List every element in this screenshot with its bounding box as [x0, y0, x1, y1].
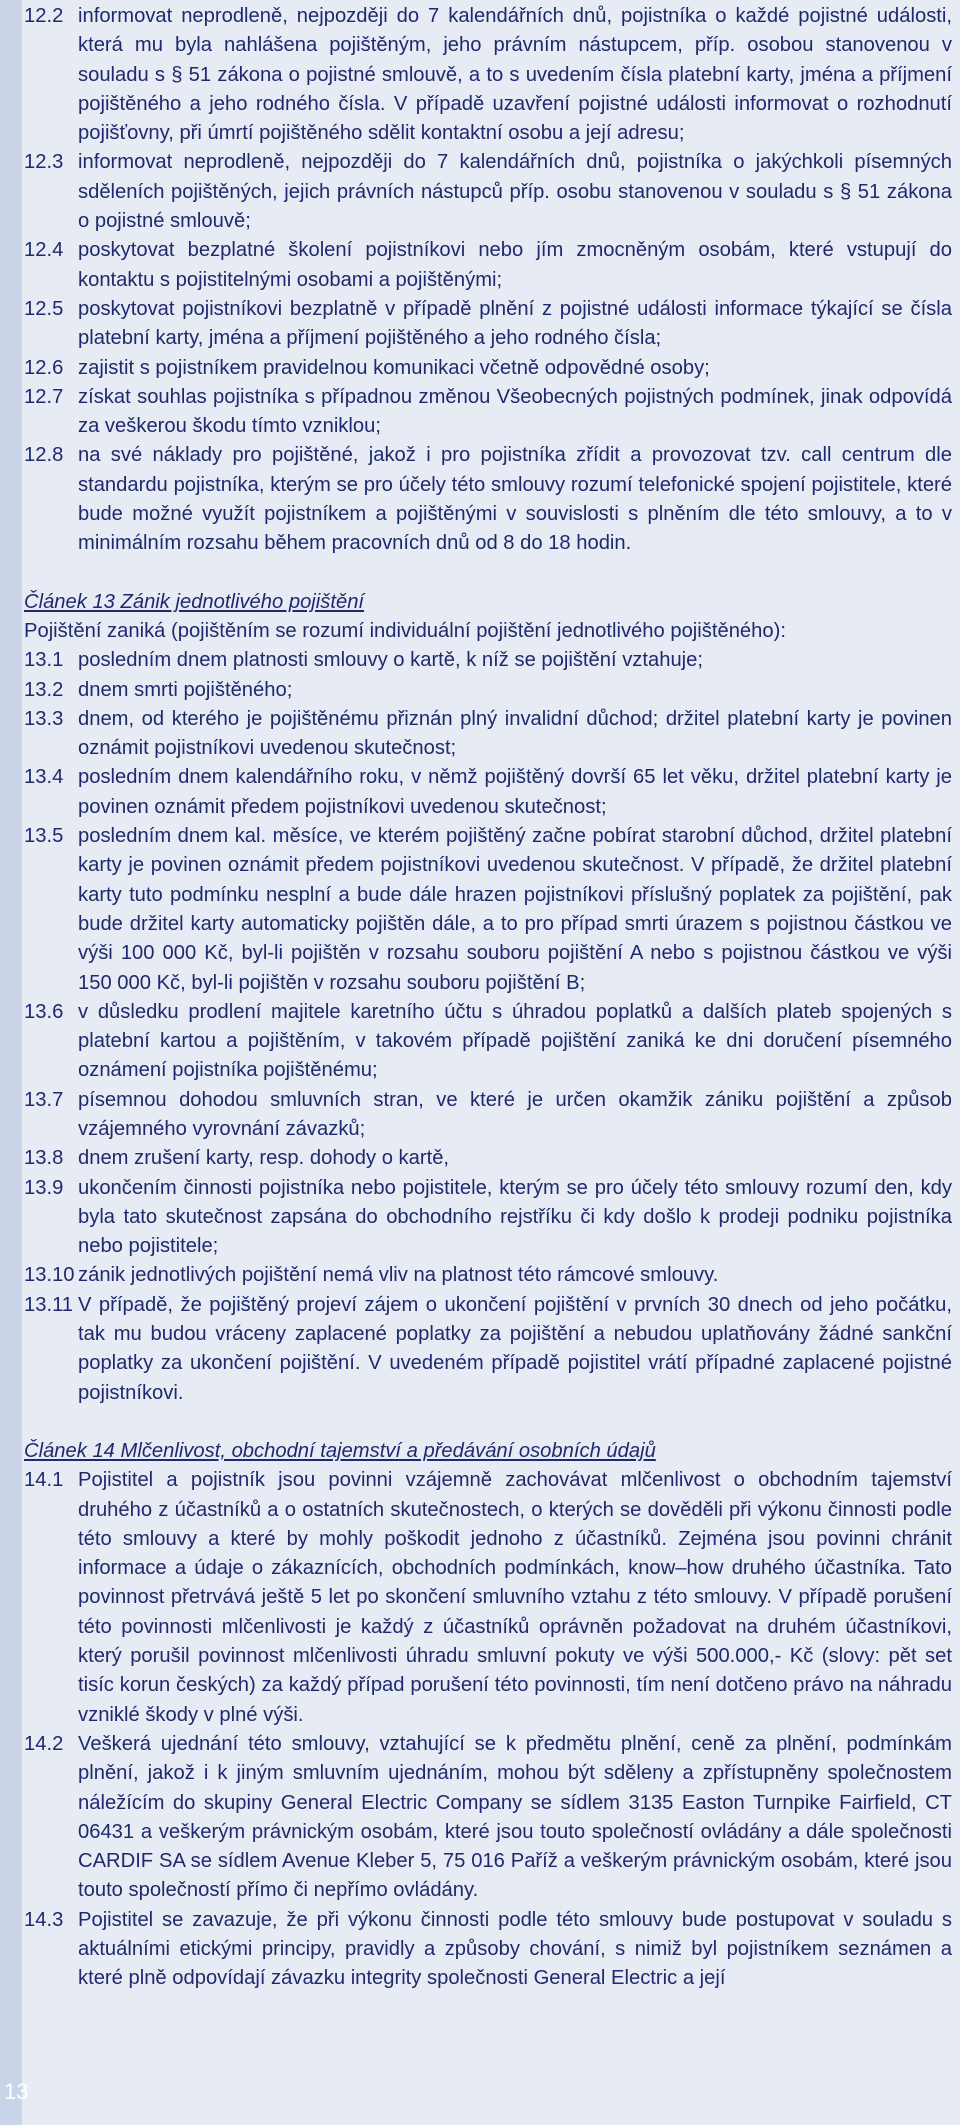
- list-item: 12.6 zajistit s pojistníkem pravidelnou komunikaci včetně odpovědné osoby;: [24, 356, 710, 379]
- list-item: 13.5 posledním dnem kal. měsíce, ve kterém pojištěný začne pobírat starobní důchod, držitel platební karty je povinen oznámit předem pojistníkovi uvedenou skutečnost. V případě, že držitel platební karty tuto podmínku nesplní a bude dále hrazen pojistníkovi příslušný poplatek za pojištění, pak bude držitel karty automaticky pojištěn dále, a to pro případ smrti úrazem s pojistnou částkou ve výši 100 000 Kč, byl-li pojištěn v rozsahu souboru pojištění A nebo s pojistnou částkou ve výši 150 000 Kč, byl-li pojištěn v rozsahu souboru pojištění B;: [24, 825, 952, 994]
- list-item: 13.9 ukončením činnosti pojistníka nebo pojistitele, kterým se pro účely této smlouvy rozumí den, kdy byla tato skutečnost zapsána do obchodního rejstříku či kdy došlo k prodeji podniku pojistníka nebo pojistitele;: [24, 1176, 952, 1258]
- page-margin-strip: [0, 0, 29, 2125]
- document-body: [24, 2, 952, 1994]
- list-item: 14.2 Veškerá ujednání této smlouvy, vztahující se k předmětu plnění, ceně za plnění, podmínkám plnění, jakož i k jiným smluvním ujednáním, mohou být sděleny a zpřístupněny společnostem náležícím do skupiny General Electric Company se sídlem 3135 Easton Turnpike Fairfield, CT 06431 a veškerým právnickým osobám, které jsou touto společností ovládány a dále společnosti CARDIF SA se sídlem Avenue Kleber 5, 75 016 Paříž a veškerým právnickým osobám, které jsou touto společností přímo či nepřímo ovládány.: [24, 1732, 952, 1902]
- article-14-title: Článek 14 Mlčenlivost, obchodní tajemství a předávání osobních údajů: [24, 1439, 656, 1462]
- list-item: 13.10 zánik jednotlivých pojištění nemá vliv na platnost této rámcové smlouvy.: [24, 1264, 719, 1287]
- list-item: 13.4 posledním dnem kalendářního roku, v němž pojištěný dovrší 65 let věku, držitel platební karty je povinen oznámit předem pojistníkovi uvedenou skutečnost;: [24, 766, 952, 818]
- list-item: 12.7 získat souhlas pojistníka s případnou změnou Všeobecných pojistných podmínek, jinak odpovídá za veškerou škodu tímto vzniklou;: [24, 385, 952, 438]
- section-12-list: [24, 2, 952, 559]
- article-13-title: Článek 13 Zánik jednotlivého pojištění: [24, 590, 365, 613]
- list-item: 12.3 informovat neprodleně, nejpozději do 7 kalendářních dnů, pojistníka o jakýchkoli písemných sděleních pojištěných, jejich právních nástupců příp. osobu stanovenou v souladu s § 51 zákona o pojistné smlouvě;: [24, 151, 952, 233]
- list-item: 14.1 Pojistitel a pojistník jsou povinni vzájemně zachovávat mlčenlivost o obchodním tajemství druhého z účastníků a o ostatních skutečnostech, o kterých se dověděli při výkonu činnosti podle této smlouvy a které by mohly poškodit jednoho z účastníků. Zejména jsou povinni chránit informace a údaje o zákaznících, obchodních podmínkách, know–how druhého účastníka. Tato povinnost přetrvává ještě 5 let po skončení smluvního vztahu z této smlouvy. V případě porušení této povinnosti mlčenlivosti je každý z účastníků oprávněn požadovat na druhém účastníkovi, který porušil povinnost mlčenlivosti úhradu smluvní pokuty ve výši 500.000,- Kč (slovy: pět set tisíc korun českých) za každý případ porušení této povinnosti, tím není dotčeno právo na náhradu vzniklé škody v plné výši.: [24, 1469, 952, 1726]
- list-item: 14.3 Pojistitel se zavazuje, že při výkonu činnosti podle této smlouvy bude postupovat v souladu s aktuálními etickými principy, pravidly a způsoby chování, s nimiž byl pojistníkem seznámen a které plně odpovídají závazku integrity společnosti General Electric a její: [24, 1908, 952, 1990]
- article-14-list: [24, 1466, 952, 1993]
- list-item: 13.8 dnem zrušení karty, resp. dohody o kartě,: [24, 1147, 450, 1170]
- list-item: 13.1 posledním dnem platnosti smlouvy o kartě, k níž se pojištění vztahuje;: [24, 649, 704, 672]
- page-number: 13: [4, 2079, 29, 2104]
- list-item: 12.8 na své náklady pro pojištěné, jakož i pro pojistníka zřídit a provozovat tzv. call centrum dle standardu pojistníka, kterým se pro účely této smlouvy rozumí telefonické spojení pojistitele, které bude možné využít pojistníkem a pojištěnými v souvislosti s plněním dle této smlouvy, a to v minimálním rozsahu během pracovních dnů od 8 do 18 hodin.: [24, 444, 952, 555]
- article-13-intro: Pojištění zaniká (pojištěním se rozumí individuální pojištění jednotlivého pojištěného):: [24, 619, 786, 642]
- list-item: 13.2 dnem smrti pojištěného;: [24, 678, 293, 701]
- list-item: 12.2 informovat neprodleně, nejpozději do 7 kalendářních dnů, pojistníka o každé pojistné události, která mu byla nahlášena pojištěným, jeho právním nástupcem, příp. osobou stanovenou v souladu s § 51 zákona o pojistné smlouvě, a to s uvedením čísla platební karty, jména a příjmení pojištěného a jeho rodného čísla. V případě uzavření pojistné události informovat o rozhodnutí pojišťovny, při úmrtí pojištěného sdělit kontaktní osobu a její adresu;: [24, 5, 952, 145]
- list-item: 12.5 poskytovat pojistníkovi bezplatně v případě plnění z pojistné události informace týkající se čísla platební karty, jména a příjmení pojištěného a jeho rodného čísla;: [24, 297, 952, 350]
- list-item: 12.4 poskytovat bezplatné školení pojistníkovi nebo jím zmocněným osobám, které vstupují do kontaktu s pojistitelnými osobami a pojištěnými;: [24, 239, 952, 291]
- list-item: 13.3 dnem, od kterého je pojištěnému přiznán plný invalidní důchod; držitel platební karty je povinen oznámit pojistníkovi uvedenou skutečnost;: [24, 707, 952, 760]
- list-item: 13.11 V případě, že pojištěný projeví zájem o ukončení pojištění v prvních 30 dnech od jeho počátku, tak mu budou vráceny zaplacené poplatky za pojištění a nebudou uplatňovány žádné sankční poplatky za ukončení pojištění. V uvedeném případě pojistitel vrátí případné zaplacené pojistné pojistníkovi.: [24, 1293, 952, 1404]
- list-item: 13.6 v důsledku prodlení majitele karetního účtu s úhradou poplatků a dalších plateb spojených s platební kartou a pojištěním, v takovém případě pojištění zaniká ke dni doručení písemného oznámení pojistníka pojištěnému;: [24, 1000, 952, 1082]
- article-13-list: [24, 646, 952, 1408]
- list-item: 13.7 písemnou dohodou smluvních stran, ve které je určen okamžik zániku pojištění a způsob vzájemného vyrovnání závazků;: [24, 1088, 952, 1140]
